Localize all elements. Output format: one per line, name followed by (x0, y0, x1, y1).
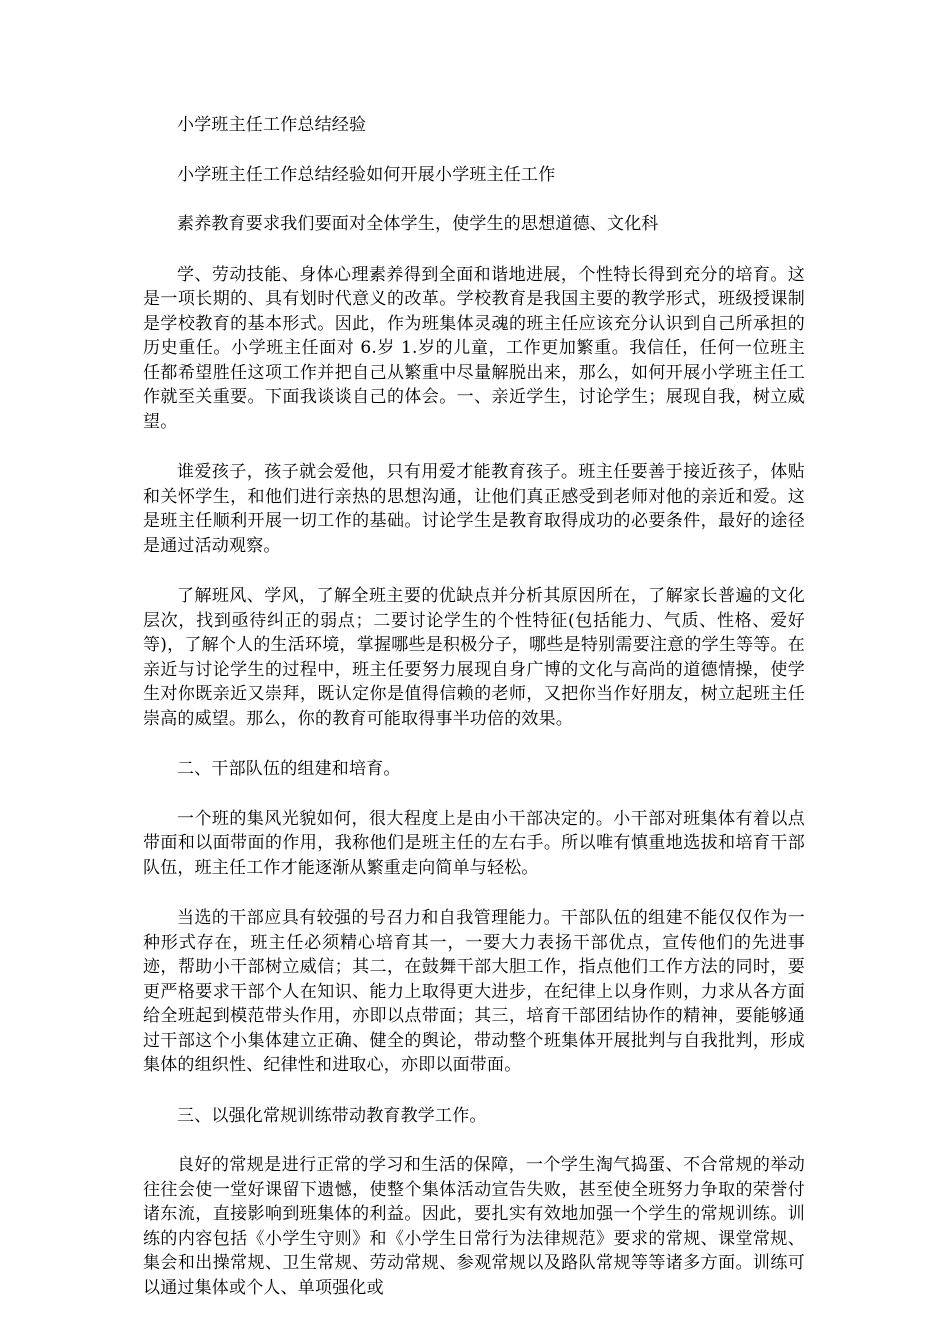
document-subtitle: 小学班主任工作总结经验如何开展小学班主任工作 (177, 164, 556, 185)
document-body (143, 113, 805, 1326)
paragraph-1: 素养教育要求我们要面对全体学生，使学生的思想道德、文化科 (177, 214, 659, 234)
paragraph-6: 当选的干部应具有较强的号召力和自我管理能力。干部队伍的组建不能仅仅作为一种形式存在，班主任必须精心培育其一，一要大力表扬干部优点，宣传他们的先进事迹，帮助小干部树立威信；其二，在鼓舞干部大胆工作，指点他们工作方法的同时，要更严格要求干部个人在知识、能力上取得更大进步，在纪律上以身作则，力求从各方面给全班起到模范带头作用，亦即以点带面；其三，培育干部团结协作的精神，要能够通过干部这个小集体建立正确、健全的舆论，带动整个班集体开展批判与自我批判，形成集体的组织性、纪律性和进取心，亦即以面带面。 (143, 908, 805, 1075)
section-heading-2: 二、干部队伍的组建和培育。 (177, 759, 401, 779)
paragraph-4: 了解班风、学风，了解全班主要的优缺点并分析其原因所在，了解家长普遍的文化层次，找到亟待纠正的弱点；二要讨论学生的个性特征(包括能力、气质、性格、爱好等)，了解个人的生活环境，掌握哪些是积极分子，哪些是特别需要注意的学生等等。在亲近与讨论学生的过程中，班主任要努力展现自身广博的文化与高尚的道德情操，使学生对你既亲近又崇拜，既认定你是值得信赖的老师，又把你当作好朋友，树立起班主任崇高的威望。那么，你的教育可能取得事半功倍的效果。 (143, 586, 805, 729)
paragraph-5: 一个班的集风光貌如何，很大程度上是由小干部决定的。小干部对班集体有着以点带面和以面带面的作用，我称他们是班主任的左右手。所以唯有慎重地选拔和培育干部队伍，班主任工作才能逐渐从繁重走向简单与轻松。 (143, 808, 805, 878)
paragraph-3: 谁爱孩子，孩子就会爱他，只有用爱才能教育孩子。班主任要善于接近孩子，体贴和关怀学生，和他们进行亲热的思想沟通，让他们真正感受到老师对他的亲近和爱。这是班主任顺利开展一切工作的基础。讨论学生是教育取得成功的必要条件，最好的途径是通过活动观察。 (143, 462, 805, 556)
document-title: 小学班主任工作总结经验 (177, 115, 367, 135)
paragraph-7: 良好的常规是进行正常的学习和生活的保障，一个学生淘气捣蛋、不合常规的举动往往会使一堂好课留下遗憾，使整个集体活动宣告失败，甚至使全班努力争取的荣誉付诸东流，直接影响到班集体的利益。因此，要扎实有效地加强一个学生的常规训练。训练的内容包括《小学生守则》和《小学生日常行为法律规范》要求的常规、课堂常规、集会和出操常规、卫生常规、劳动常规、参观常规以及路队常规等等诸多方面。训练可以通过集体或个人、单项强化或 (143, 1155, 805, 1298)
paragraph-2: 学、劳动技能、身体心理素养得到全面和谐地进展，个性特长得到充分的培育。这是一项长期的、具有划时代意义的改革。学校教育是我国主要的教学形式，班级授课制是学校教育的基本形式。因此，作为班集体灵魂的班主任应该充分认识到自己所承担的历史重任。小学班主任面对 6.岁 1.岁的儿童，工作更加繁重。我信任，任何一位班主任都希望胜任这项工作并把自己从繁重中尽量解脱出来，那么，如何开展小学班主任工作就至关重要。下面我谈谈自己的体会。一、亲近学生，讨论学生；展现自我，树立威望。 (143, 264, 805, 432)
section-heading-3: 三、以强化常规训练带动教育教学工作。 (177, 1105, 487, 1126)
